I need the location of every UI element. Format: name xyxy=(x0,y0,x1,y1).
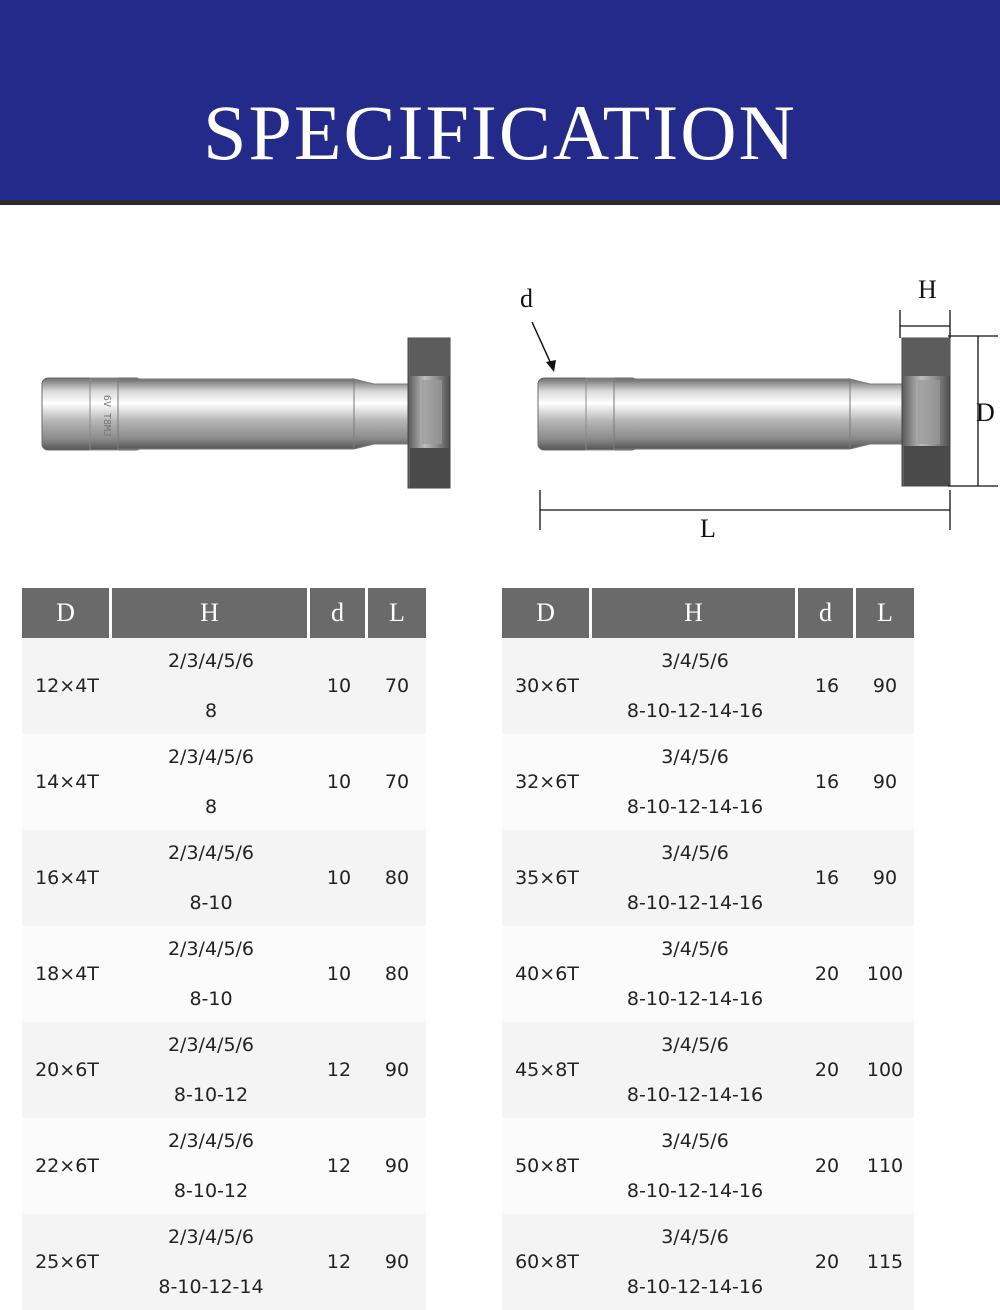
cell-H xyxy=(112,926,310,1022)
cell-D: 20×6T xyxy=(35,1059,99,1081)
cell-H-line2: 8-10-12 xyxy=(173,1180,249,1202)
spec-table-left xyxy=(22,588,426,1310)
column-header-H: H xyxy=(112,588,310,638)
cell-H-line2: 8-10 xyxy=(189,988,233,1010)
column-header-d: d xyxy=(310,588,368,638)
cell-d: 10 xyxy=(326,963,352,985)
cell-H xyxy=(112,1022,310,1118)
cell-H xyxy=(112,1214,310,1310)
cell-D: 45×8T xyxy=(515,1059,579,1081)
cell-H xyxy=(592,1118,798,1214)
cell-d: 16 xyxy=(814,675,840,697)
cell-H-line1: 3/4/5/6 xyxy=(661,1130,729,1152)
table-row xyxy=(22,734,426,830)
cell-H-line2: 8-10-12-14-16 xyxy=(626,1276,764,1298)
cell-L: 90 xyxy=(384,1059,410,1081)
cell-H-line2: 8-10-12-14-16 xyxy=(626,988,764,1010)
cell-H-line2: 8-10-12-14-16 xyxy=(626,1180,764,1202)
cell-d: 10 xyxy=(326,675,352,697)
cell-d: 10 xyxy=(326,771,352,793)
cell-H-line1: 2/3/4/5/6 xyxy=(167,938,255,960)
spec-table-right xyxy=(502,588,914,1310)
cell-d: 12 xyxy=(326,1155,352,1177)
cell-H-line1: 2/3/4/5/6 xyxy=(167,1226,255,1248)
cell-D: 50×8T xyxy=(515,1155,579,1177)
t-slot-cutter-image xyxy=(30,280,470,500)
table-row xyxy=(502,1118,914,1214)
cell-D: 12×4T xyxy=(35,675,99,697)
cell-H-line2: 8-10-12-14 xyxy=(158,1276,264,1298)
cell-H-line1: 2/3/4/5/6 xyxy=(167,842,255,864)
table-header-row xyxy=(22,588,426,638)
cell-L: 80 xyxy=(384,867,410,889)
page-title: SPECIFICATION xyxy=(203,89,797,176)
cell-d: 16 xyxy=(814,771,840,793)
cell-H-line1: 3/4/5/6 xyxy=(661,1034,729,1056)
cell-H-line1: 3/4/5/6 xyxy=(661,1226,729,1248)
table-row xyxy=(22,1022,426,1118)
header-divider xyxy=(0,200,1000,205)
table-row xyxy=(22,1118,426,1214)
cell-H-line2: 8 xyxy=(204,700,218,722)
cell-H-line1: 2/3/4/5/6 xyxy=(167,1034,255,1056)
cell-H-line1: 2/3/4/5/6 xyxy=(167,1130,255,1152)
cell-L: 90 xyxy=(384,1251,410,1273)
cell-L: 100 xyxy=(866,963,904,985)
cell-D: 30×6T xyxy=(515,675,579,697)
column-header-L: L xyxy=(856,588,914,638)
cell-H-line1: 3/4/5/6 xyxy=(661,746,729,768)
column-header-D: D xyxy=(502,588,592,638)
cell-L: 90 xyxy=(384,1155,410,1177)
dimension-label-L: L xyxy=(700,514,716,543)
cell-L: 90 xyxy=(872,771,898,793)
cell-H-line2: 8 xyxy=(204,796,218,818)
dimension-label-d: d xyxy=(520,284,533,313)
table-header-row xyxy=(502,588,914,638)
cell-H xyxy=(112,734,310,830)
cell-d: 20 xyxy=(814,1251,840,1273)
column-header-d: d xyxy=(798,588,856,638)
cell-D: 35×6T xyxy=(515,867,579,889)
cell-H-line1: 2/3/4/5/6 xyxy=(167,650,255,672)
cell-d: 10 xyxy=(326,867,352,889)
cell-d: 12 xyxy=(326,1059,352,1081)
cell-d: 20 xyxy=(814,1059,840,1081)
shank-marking: 6V T8MJ xyxy=(101,394,112,438)
cell-L: 70 xyxy=(384,675,410,697)
column-header-H: H xyxy=(592,588,798,638)
cell-H-line1: 3/4/5/6 xyxy=(661,650,729,672)
cell-H xyxy=(112,638,310,734)
cell-d: 16 xyxy=(814,867,840,889)
table-row xyxy=(502,1214,914,1310)
cell-d: 20 xyxy=(814,963,840,985)
cell-H-line1: 3/4/5/6 xyxy=(661,842,729,864)
column-header-D: D xyxy=(22,588,112,638)
cell-D: 14×4T xyxy=(35,771,99,793)
cell-H xyxy=(592,926,798,1022)
cell-H-line2: 8-10-12-14-16 xyxy=(626,892,764,914)
cell-d: 12 xyxy=(326,1251,352,1273)
cell-D: 16×4T xyxy=(35,867,99,889)
table-row xyxy=(502,830,914,926)
cell-H-line2: 8-10-12 xyxy=(173,1084,249,1106)
cell-H xyxy=(112,830,310,926)
table-row xyxy=(502,926,914,1022)
table-row xyxy=(22,1214,426,1310)
cell-D: 25×6T xyxy=(35,1251,99,1273)
cell-H xyxy=(592,830,798,926)
table-row xyxy=(502,734,914,830)
dimension-label-H: H xyxy=(918,275,937,304)
dimension-label-D: D xyxy=(976,398,995,427)
cell-L: 70 xyxy=(384,771,410,793)
cell-H xyxy=(592,1214,798,1310)
cell-H-line1: 2/3/4/5/6 xyxy=(167,746,255,768)
table-row xyxy=(22,830,426,926)
cell-H-line2: 8-10-12-14-16 xyxy=(626,1084,764,1106)
cell-D: 40×6T xyxy=(515,963,579,985)
table-row xyxy=(22,638,426,734)
cell-H xyxy=(112,1118,310,1214)
cell-H-line2: 8-10-12-14-16 xyxy=(626,796,764,818)
cell-H xyxy=(592,734,798,830)
cell-D: 32×6T xyxy=(515,771,579,793)
cell-L: 100 xyxy=(866,1059,904,1081)
cell-L: 110 xyxy=(866,1155,904,1177)
t-slot-cutter-dimension-diagram xyxy=(510,280,1000,550)
cell-D: 60×8T xyxy=(515,1251,579,1273)
cell-L: 90 xyxy=(872,675,898,697)
cell-H-line2: 8-10-12-14-16 xyxy=(626,700,764,722)
table-row xyxy=(502,1022,914,1118)
cell-d: 20 xyxy=(814,1155,840,1177)
cell-H xyxy=(592,638,798,734)
cell-L: 115 xyxy=(866,1251,904,1273)
header-banner xyxy=(0,0,1000,200)
cell-D: 22×6T xyxy=(35,1155,99,1177)
table-row xyxy=(22,926,426,1022)
cell-D: 18×4T xyxy=(35,963,99,985)
cell-H-line2: 8-10 xyxy=(189,892,233,914)
cell-H xyxy=(592,1022,798,1118)
table-row xyxy=(502,638,914,734)
column-header-L: L xyxy=(368,588,426,638)
cell-L: 90 xyxy=(872,867,898,889)
cell-H-line1: 3/4/5/6 xyxy=(661,938,729,960)
cell-L: 80 xyxy=(384,963,410,985)
